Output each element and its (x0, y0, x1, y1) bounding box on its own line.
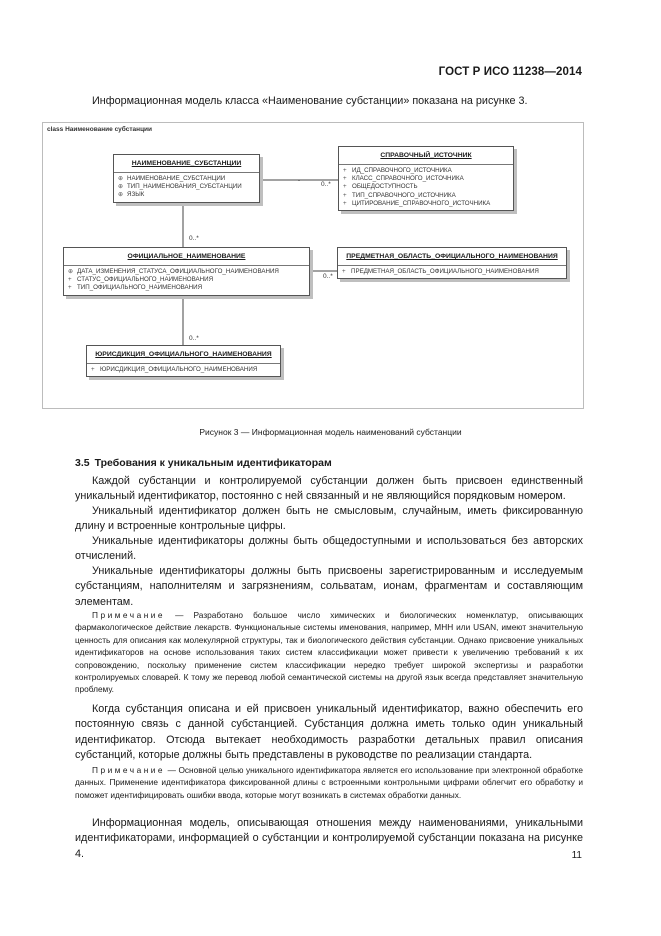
entity-title: СПРАВОЧНЫЙ_ИСТОЧНИК (339, 147, 513, 165)
note-text: — Разработано большое число химических и биологических номенклатур, описывающих фармакологическое действие лекарств. Функциональные системы именования, например, МНН или USAN, имеют значительную ценность для описания как молекулярной структуры, так и биологического действия субстанции. Однако присвоение уникальных идентификаторов на основе использования таких систем классификации может привести к увеличению требований к их сопровождению, поскольку применение систем классификации нередко требует широкой экспертизы и разработки контролируемых словарей. К тому же перевод любой семантической системы на другой язык всегда представляет значительную проблему. (75, 610, 583, 695)
note-block (75, 609, 583, 696)
entity-attribute: + ЮРИСДИКЦИЯ_ОФИЦИАЛЬНОГО_НАИМЕНОВАНИЯ (91, 366, 258, 373)
section-title: Требования к уникальным идентификаторам (94, 457, 332, 469)
class-diagram (42, 122, 584, 409)
entity-attribute: + ИД_СПРАВОЧНОГО_ИСТОЧНИКА (343, 167, 452, 174)
intro-text: Информационная модель класса «Наименование субстанции» показана на рисунке 3. (92, 95, 528, 107)
note-label: Примечание (92, 610, 166, 620)
diagram-frame-label: class Наименование субстанции (47, 126, 153, 133)
paragraph: Уникальные идентификаторы должны быть общедоступными и использоваться без авторских отчислений. (75, 535, 583, 563)
entity-subject-area (337, 247, 567, 279)
entity-attribute: + СТАТУС_ОФИЦИАЛЬНОГО_НАИМЕНОВАНИЯ (68, 276, 214, 284)
document-code: ГОСТ Р ИСО 11238—2014 (438, 66, 582, 78)
multiplicity-label: 0..* (323, 273, 333, 280)
entity-attribute: + ТИП_СПРАВОЧНОГО_ИСТОЧНИКА (343, 191, 456, 199)
entity-reference-source (338, 146, 514, 211)
entity-attribute: + КЛАСС_СПРАВОЧНОГО_ИСТОЧНИКА (343, 175, 464, 183)
page-number: 11 (571, 850, 582, 861)
multiplicity-label: 0..* (189, 335, 199, 342)
paragraph: Уникальный идентификатор должен быть не смысловым, случайным, иметь фиксированную длину и встроенные контрольные цифры. (75, 505, 583, 533)
paragraph: Уникальные идентификаторы должны быть присвоены зарегистрированным и исследуемым субстанциям, наполнителям и загрязнениям, сольватам, ионам, фрагментам и составляющим элементам. (75, 565, 583, 608)
entity-attribute: + ЦИТИРОВАНИЕ_СПРАВОЧНОГО_ИСТОЧНИКА (343, 199, 491, 207)
entity-substance-name (113, 154, 260, 203)
entity-title: ПРЕДМЕТНАЯ_ОБЛАСТЬ_ОФИЦИАЛЬНОГО_НАИМЕНОВАНИЯ (338, 248, 566, 266)
note-block (75, 764, 583, 801)
entity-title: НАИМЕНОВАНИЕ_СУБСТАНЦИИ (114, 155, 259, 173)
figure-caption: Рисунок 3 — Информационная модель наименований субстанции (199, 427, 462, 437)
entity-attribute: + ПРЕДМЕТНАЯ_ОБЛАСТЬ_ОФИЦИАЛЬНОГО_НАИМЕНОВАНИЯ (342, 268, 539, 275)
entity-attribute: ⊕ ЯЗЫК (118, 191, 145, 199)
paragraph: Информационная модель, описывающая отношения между наименованиями, уникальными идентификаторами, информацией о субстанции и контролируемой субстанции показана на рисунке 4. (75, 817, 583, 860)
entity-title: ЮРИСДИКЦИЯ_ОФИЦИАЛЬНОГО_НАИМЕНОВАНИЯ (87, 346, 280, 364)
paragraph: Когда субстанция описана и ей присвоен уникальный идентификатор, важно обеспечить его постоянную связь с данной субстанцией. Субстанция должна иметь только один уникальный идентификатор. Отсюда вытекает необходимость разработки детальных правил описания субстанций, которые должны быть представлены в руководстве по реализации стандарта. (75, 703, 583, 761)
multiplicity-label: 0..* (321, 181, 331, 188)
multiplicity-label: 0..* (189, 235, 199, 242)
entity-attribute: + ОБЩЕДОСТУПНОСТЬ (343, 183, 418, 191)
entity-attribute: ⊕ ТИП_НАИМЕНОВАНИЯ_СУБСТАНЦИИ (118, 183, 242, 191)
section-heading (75, 457, 332, 469)
entity-attribute: ⊕ НАИМЕНОВАНИЕ_СУБСТАНЦИИ (118, 175, 226, 182)
note-text: — Основной целью уникального идентификатора является его использование при электронной обработке данных. Применение идентификатора фиксированной длины с встроенными контрольными цифрами облегчит его обработку и поможет идентифицировать ошибки ввода, которые могут возникать в системах обработки данных. (75, 765, 583, 800)
note-label: Примечание (92, 765, 166, 775)
entity-attribute: ⊕ ДАТА_ИЗМЕНЕНИЯ_СТАТУСА_ОФИЦИАЛЬНОГО_НАИМЕНОВАНИЯ (68, 268, 279, 275)
section-number: 3.5 (75, 457, 90, 469)
entity-title: ОФИЦИАЛЬНОЕ_НАИМЕНОВАНИЕ (64, 248, 309, 266)
entity-attribute: + ТИП_ОФИЦИАЛЬНОГО_НАИМЕНОВАНИЯ (68, 284, 203, 292)
entity-official-name (63, 247, 310, 296)
entity-jurisdiction (86, 345, 281, 377)
paragraph: Каждой субстанции и контролируемой субстанции должен быть присвоен единственный уникальный идентификатор, постоянно с ней связанный и не являющийся порядковым номером. (75, 475, 583, 503)
